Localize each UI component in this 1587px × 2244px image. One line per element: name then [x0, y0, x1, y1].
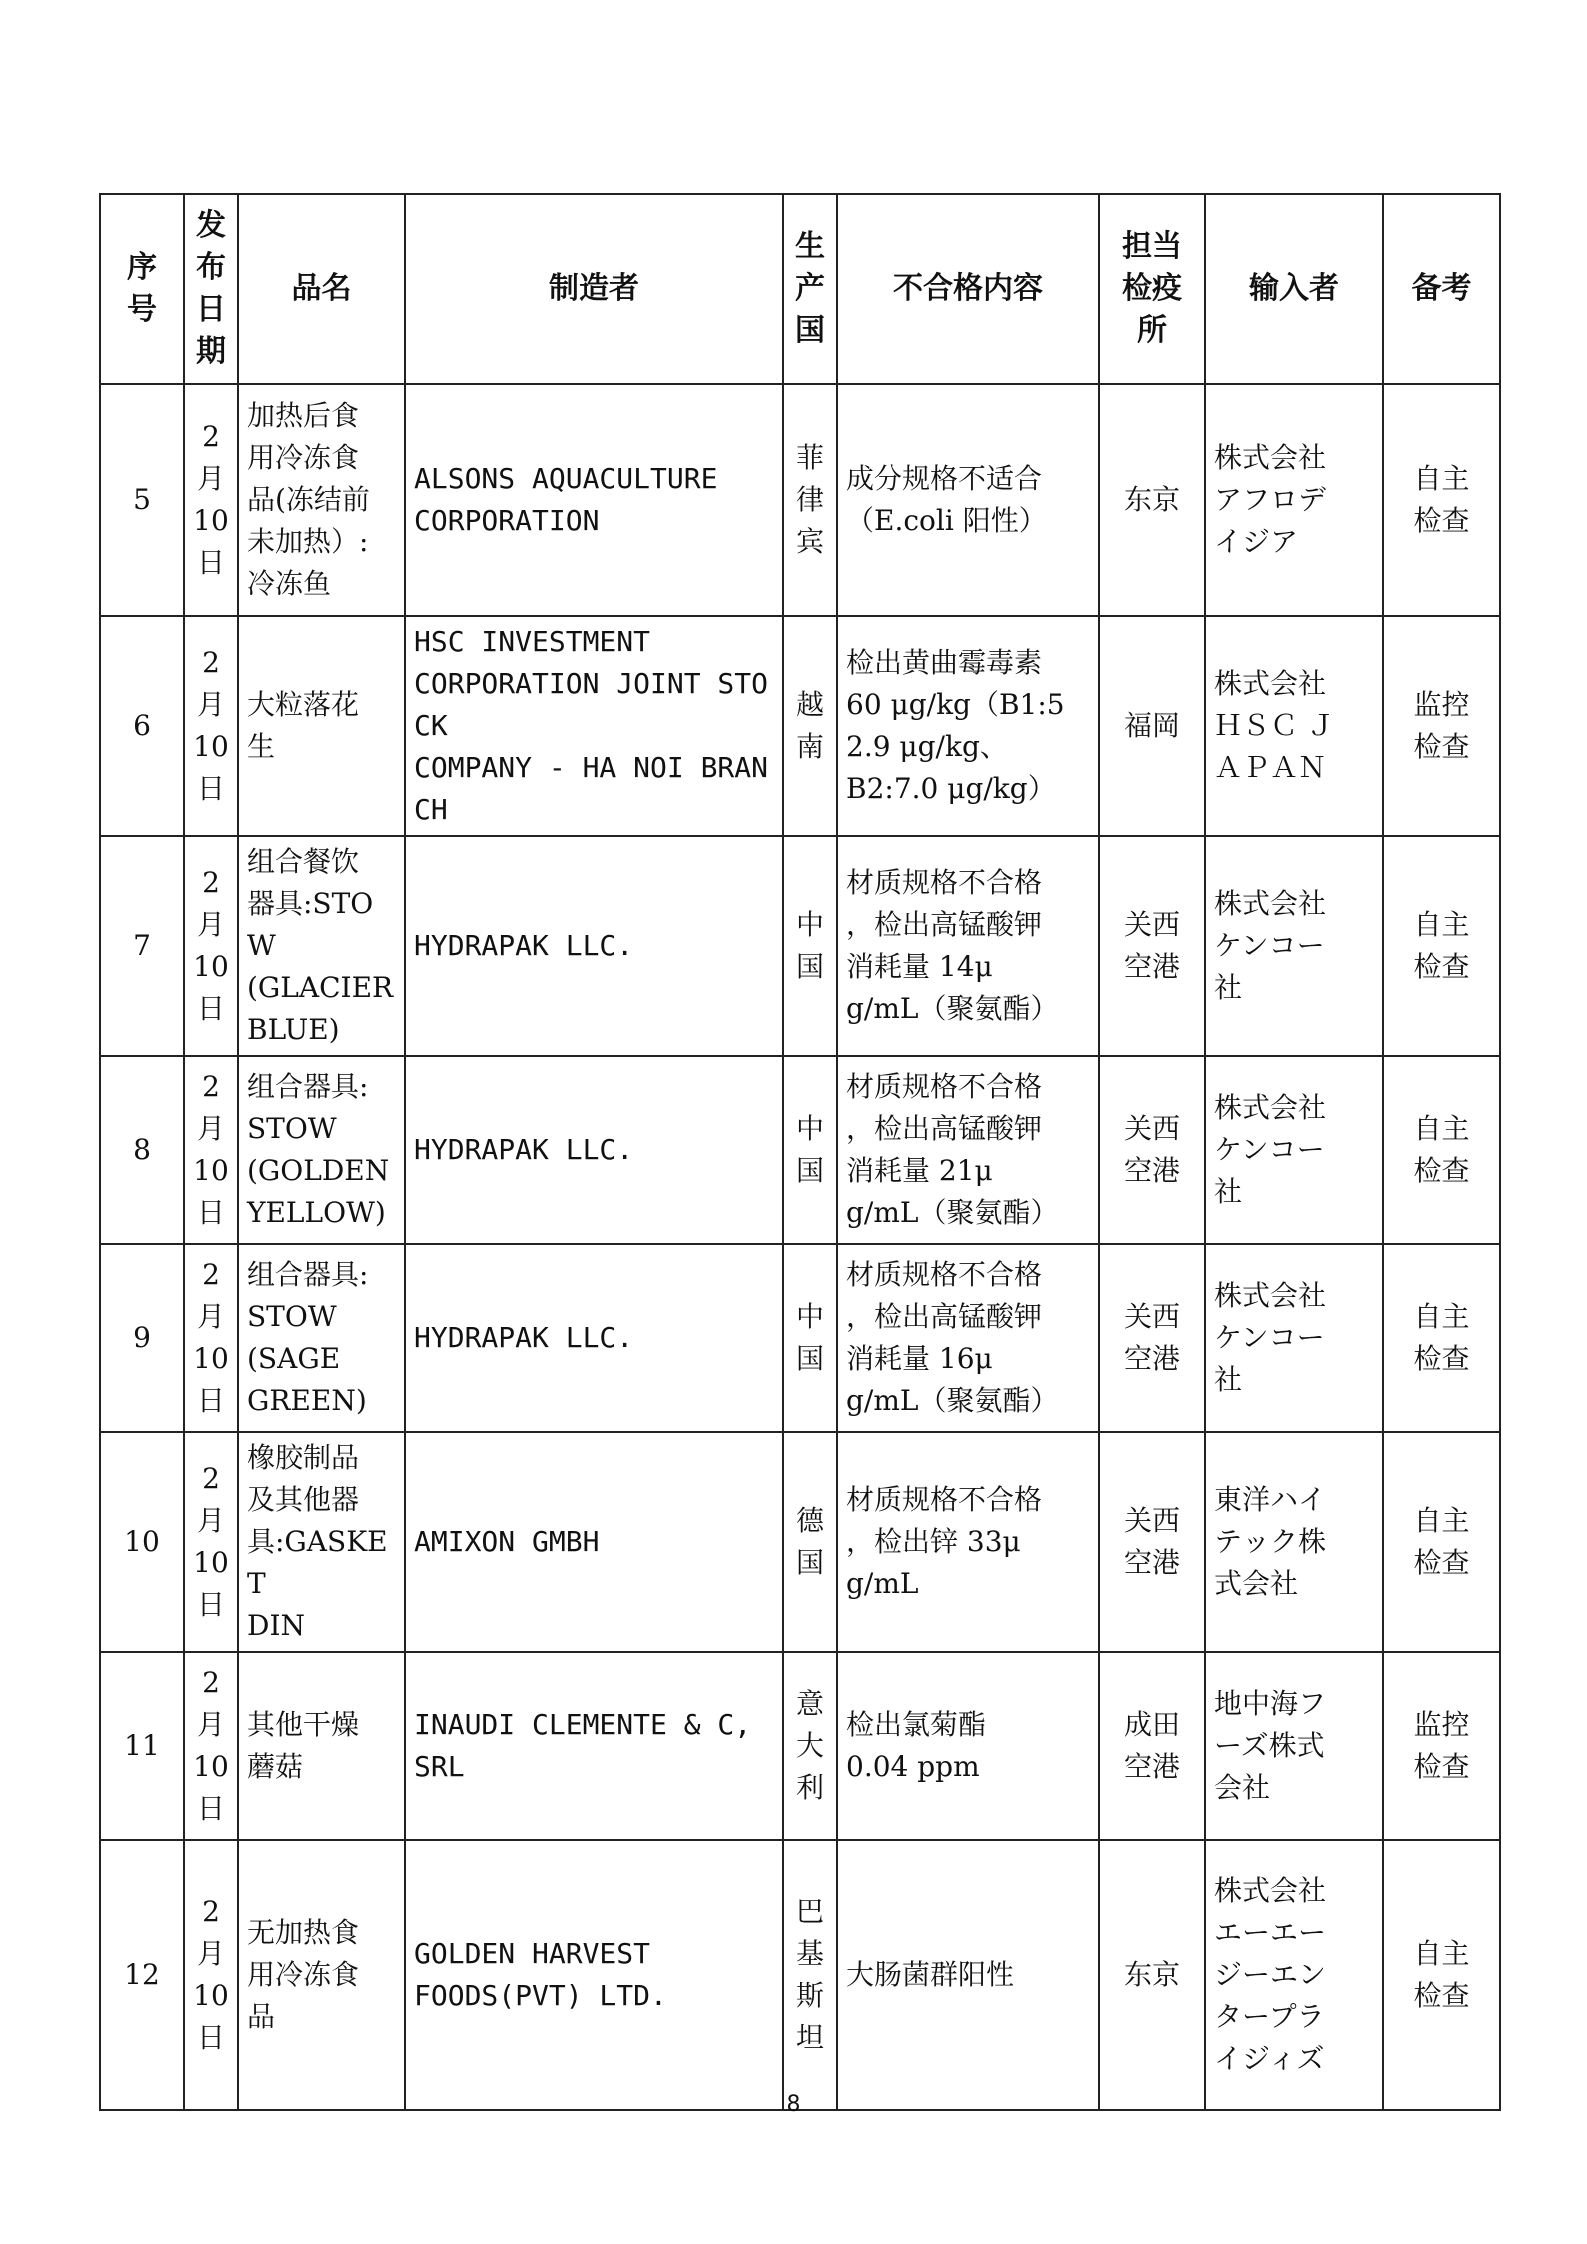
header-country: 生 产 国 [783, 194, 837, 384]
cell-note: 自主 检查 [1383, 1056, 1500, 1244]
cell-seq: 6 [100, 616, 184, 836]
cell-issue: 检出黄曲霉毒素 60 μg/kg（B1:5 2.9 μg/kg、 B2:7.0 μg/kg） [837, 616, 1099, 836]
cell-issue: 材质规格不合格 ，检出高锰酸钾 消耗量 21μ g/mL（聚氨酯） [837, 1056, 1099, 1244]
header-issue: 不合格内容 [837, 194, 1099, 384]
cell-issue: 材质规格不合格 ，检出锌 33μ g/mL [837, 1432, 1099, 1652]
cell-issue: 检出氯菊酯 0.04 ppm [837, 1652, 1099, 1840]
cell-office: 关西 空港 [1099, 1244, 1205, 1432]
header-maker: 制造者 [405, 194, 783, 384]
cell-date: 2 月 10 日 [184, 1432, 238, 1652]
cell-importer: 株式会社 ＨＳＣ Ｊ ＡＰＡＮ [1205, 616, 1383, 836]
header-seq: 序 号 [100, 194, 184, 384]
cell-importer: 株式会社 ケンコー 社 [1205, 836, 1383, 1056]
cell-office: 关西 空港 [1099, 1056, 1205, 1244]
cell-country: 巴 基 斯 坦 [783, 1840, 837, 2110]
cell-country: 中 国 [783, 1244, 837, 1432]
header-importer: 输入者 [1205, 194, 1383, 384]
table-row [100, 1432, 1500, 1652]
cell-product: 组合餐饮 器具:STOW (GLACIER BLUE) [238, 836, 405, 1056]
cell-date: 2 月 10 日 [184, 1056, 238, 1244]
cell-country: 意 大 利 [783, 1652, 837, 1840]
cell-office: 东京 [1099, 384, 1205, 616]
table-row [100, 1056, 1500, 1244]
cell-note: 自主 检查 [1383, 384, 1500, 616]
cell-importer: 株式会社 アフロデ イジア [1205, 384, 1383, 616]
cell-issue: 材质规格不合格 ，检出高锰酸钾 消耗量 14μ g/mL（聚氨酯） [837, 836, 1099, 1056]
cell-issue: 大肠菌群阳性 [837, 1840, 1099, 2110]
cell-maker: HSC INVESTMENT CORPORATION JOINT STOCK COMPANY - HA NOI BRANCH [405, 616, 783, 836]
table-row [100, 1840, 1500, 2110]
cell-seq: 12 [100, 1840, 184, 2110]
cell-product: 无加热食 用冷冻食 品 [238, 1840, 405, 2110]
cell-importer: 東洋ハイ テック株 式会社 [1205, 1432, 1383, 1652]
cell-office: 关西 空港 [1099, 1432, 1205, 1652]
cell-date: 2 月 10 日 [184, 1840, 238, 2110]
table-row [100, 384, 1500, 616]
cell-seq: 11 [100, 1652, 184, 1840]
cell-note: 自主 检查 [1383, 1244, 1500, 1432]
cell-note: 自主 检查 [1383, 1432, 1500, 1652]
cell-country: 菲 律 宾 [783, 384, 837, 616]
cell-note: 监控 检查 [1383, 1652, 1500, 1840]
cell-maker: GOLDEN HARVEST FOODS(PVT) LTD. [405, 1840, 783, 2110]
cell-product: 大粒落花 生 [238, 616, 405, 836]
cell-product: 加热后食 用冷冻食 品(冻结前 未加热）: 冷冻鱼 [238, 384, 405, 616]
cell-seq: 7 [100, 836, 184, 1056]
cell-country: 德 国 [783, 1432, 837, 1652]
header-row [100, 194, 1500, 384]
header-note: 备考 [1383, 194, 1500, 384]
cell-date: 2 月 10 日 [184, 1244, 238, 1432]
cell-office: 成田 空港 [1099, 1652, 1205, 1840]
header-office: 担当 检疫 所 [1099, 194, 1205, 384]
cell-maker: AMIXON GMBH [405, 1432, 783, 1652]
cell-importer: 地中海フ ーズ株式 会社 [1205, 1652, 1383, 1840]
page-number: 8 [786, 2092, 801, 2117]
table-row [100, 836, 1500, 1056]
cell-seq: 10 [100, 1432, 184, 1652]
header-product: 品名 [238, 194, 405, 384]
cell-date: 2 月 10 日 [184, 836, 238, 1056]
cell-seq: 9 [100, 1244, 184, 1432]
header-date: 发 布 日 期 [184, 194, 238, 384]
cell-importer: 株式会社 ケンコー 社 [1205, 1056, 1383, 1244]
cell-product: 组合器具: STOW (GOLDEN YELLOW) [238, 1056, 405, 1244]
cell-maker: HYDRAPAK LLC. [405, 1244, 783, 1432]
cell-country: 中 国 [783, 1056, 837, 1244]
table-row [100, 616, 1500, 836]
table-row [100, 1244, 1500, 1432]
cell-seq: 8 [100, 1056, 184, 1244]
cell-maker: HYDRAPAK LLC. [405, 836, 783, 1056]
cell-seq: 5 [100, 384, 184, 616]
cell-date: 2 月 10 日 [184, 384, 238, 616]
cell-maker: ALSONS AQUACULTURE CORPORATION [405, 384, 783, 616]
cell-maker: HYDRAPAK LLC. [405, 1056, 783, 1244]
cell-issue: 成分规格不适合 （E.coli 阳性） [837, 384, 1099, 616]
cell-importer: 株式会社 エーエー ジーエン タープラ イジィズ [1205, 1840, 1383, 2110]
cell-office: 东京 [1099, 1840, 1205, 2110]
cell-office: 关西 空港 [1099, 836, 1205, 1056]
cell-importer: 株式会社 ケンコー 社 [1205, 1244, 1383, 1432]
cell-maker: INAUDI CLEMENTE & C, SRL [405, 1652, 783, 1840]
table-row [100, 1652, 1500, 1840]
cell-product: 组合器具: STOW (SAGE GREEN) [238, 1244, 405, 1432]
cell-country: 越 南 [783, 616, 837, 836]
cell-note: 自主 检查 [1383, 836, 1500, 1056]
cell-product: 橡胶制品 及其他器 具:GASKET DIN [238, 1432, 405, 1652]
cell-note: 自主 检查 [1383, 1840, 1500, 2110]
cell-product: 其他干燥 蘑菇 [238, 1652, 405, 1840]
cell-office: 福岡 [1099, 616, 1205, 836]
inspection-table [99, 193, 1501, 2111]
cell-issue: 材质规格不合格 ，检出高锰酸钾 消耗量 16μ g/mL（聚氨酯） [837, 1244, 1099, 1432]
cell-country: 中 国 [783, 836, 837, 1056]
cell-date: 2 月 10 日 [184, 1652, 238, 1840]
cell-date: 2 月 10 日 [184, 616, 238, 836]
cell-note: 监控 检查 [1383, 616, 1500, 836]
